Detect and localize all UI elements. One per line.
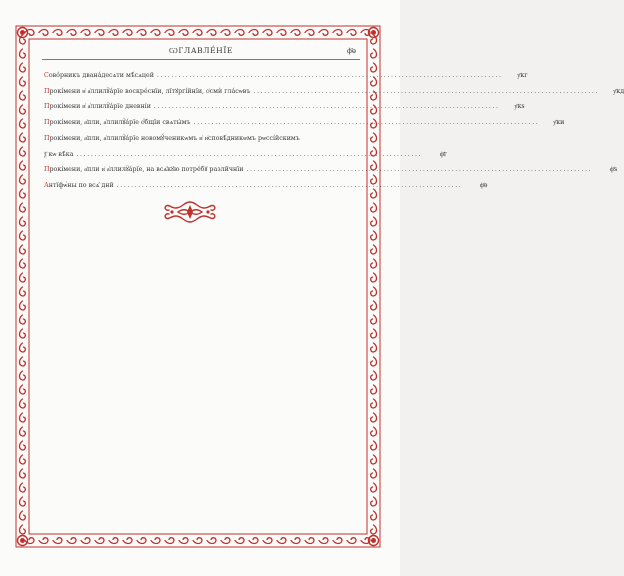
leader-dots: ................................................................................................ bbox=[116, 181, 463, 189]
toc-entry[interactable] bbox=[44, 162, 618, 178]
toc-page-number: у҃кѕ bbox=[514, 103, 525, 111]
toc-entry-title: Сово́рникъ двана́десѧти мѣ́сѧцей bbox=[44, 72, 154, 79]
toc-entry[interactable] bbox=[44, 68, 528, 84]
toc-entry-title: Прокі́мени, а҆пли и҆ а҆ллилꙋ̈а́рїе, на всѧ̑кꙋю потре́бꙋ разли̑чнїи bbox=[44, 166, 244, 174]
leader-dots: ................................................................................................ bbox=[253, 87, 600, 95]
toc-entry[interactable] bbox=[44, 84, 624, 100]
leader-dots: ................................................................................................ bbox=[76, 150, 423, 158]
toc-page-number: ф҃ѕ bbox=[609, 166, 618, 174]
toc-page-number: у҃кг bbox=[517, 72, 528, 79]
running-header bbox=[42, 46, 360, 62]
toc-page-number: у҃ки bbox=[553, 119, 565, 127]
table-of-contents bbox=[44, 68, 624, 194]
toc-entry-title: Прокі́мени, а҆пли, а҆ллилꙋ̈а́рїе ѻ҆́бщїи свѧты́мъ bbox=[44, 119, 191, 127]
toc-page-number: у҃кд bbox=[613, 87, 624, 95]
leader-dots: ................................................................................................ bbox=[153, 103, 500, 111]
toc-page-number: ф҃г bbox=[439, 150, 448, 158]
toc-entry-title: Прокі́мени, а҆пли, а҆ллилꙋ̈а́рїе новомꙋ́ченикѡмъ и҆ и҆сповѣ́дникѡмъ рѡссі́йскимъ bbox=[44, 134, 300, 142]
header-title: ѠГЛАВЛЕ́НЇЕ bbox=[169, 46, 233, 55]
toc-entry-continuation: ѯ҃ кѡ вѣ́ка bbox=[44, 150, 74, 158]
toc-page-number: ф҃ѳ bbox=[479, 181, 488, 189]
header-rule bbox=[42, 59, 360, 60]
toc-entry[interactable] bbox=[44, 115, 565, 131]
toc-entry-title: Прокі́мени и҆ а҆ллилꙋ̈а́рїе дневні́и bbox=[44, 103, 151, 111]
tailpiece-ornament bbox=[162, 199, 218, 225]
header-page-number: ф҃ѳ bbox=[346, 46, 356, 55]
toc-entry[interactable] bbox=[44, 131, 448, 162]
toc-entry[interactable] bbox=[44, 99, 525, 115]
toc-entry-title: Антїфѡ́ны по всѧ̑ дни̑ bbox=[44, 181, 114, 189]
leader-dots: ................................................................................................ bbox=[246, 166, 593, 174]
toc-entry[interactable] bbox=[44, 178, 488, 194]
toc-entry-title: Прокі́мени и҆ а҆ллилꙋ̈а́рїе воскре́снїи, лїтꙋргі́йнїи, ѻ҆смѝ гла́сѡвъ bbox=[44, 87, 251, 95]
leader-dots: ................................................................................................ bbox=[193, 119, 540, 127]
leader-dots: ................................................................................................ bbox=[156, 72, 503, 79]
